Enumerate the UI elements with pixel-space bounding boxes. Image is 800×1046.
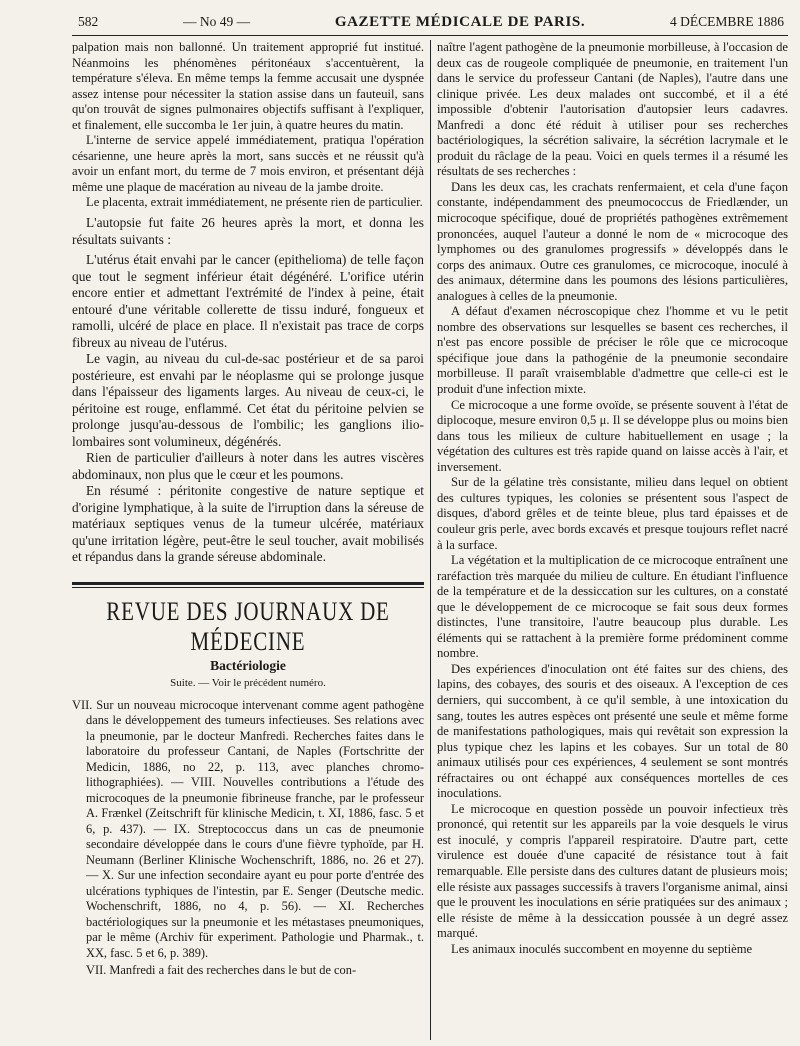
paragraph: Le vagin, au niveau du cul-de-sac postérieur et de sa paroi postérieure, est envahi par le néoplasme qui se prolonge jusque dans l'épaisseur des ligaments larges. Au niveau de ceux-ci, le péritoine est rouge, enflammé. Cet état du péritoine pelvien se prolonge jusqu'au-dessous de l'ombilic; les ganglions ilio-lombaires sont volumineux, dégénérés. bbox=[72, 351, 424, 449]
page-header bbox=[72, 10, 788, 36]
paragraph: Rien de particulier d'ailleurs à noter dans les autres viscères abdominaux, non plus que le cœur et les poumons. bbox=[72, 450, 424, 482]
paragraph: Sur de la gélatine très consistante, milieu dans lequel on obtient des cultures typiques, les colonies se présentent sous l'aspect de disques, d'abord grêles et de teinte bleue, plus tard épaisses et de couleur gris perle, avec bords excavés et presque toujours reflet nacré à la surface. bbox=[437, 475, 788, 552]
subsection-title: Bactériologie bbox=[210, 657, 286, 673]
paragraph: Le placenta, extrait immédiatement, ne présente rien de particulier. bbox=[86, 195, 423, 210]
paragraph: Les animaux inoculés succombent en moyenne du septième bbox=[451, 941, 753, 956]
right-column bbox=[430, 40, 788, 1040]
paragraph: Le microcoque en question possède un pouvoir infectieux très prononcé, qui retentit sur les appareils par la voie desquels le virus est inoculé, y compris l'appareil respiratoire. D'autre part, cette virulence est douée d'une capacité de résistance tout à fait remarquable. Elle persiste dans des cultures datant de plusieurs mois; elle résiste aux passages successifs à travers l'organisme animal, ainsi que le prouvent les inoculations en série pratiquées sur des animaux ; elle résiste de même à la dessiccation poussée à un degré assez marqué. bbox=[437, 801, 788, 941]
paragraph: A défaut d'examen nécroscopique chez l'homme et vu le petit nombre des observations sur lesquelles se basent ces recherches, il n'est pas encore possible de préciser le rôle que ce microcoque spécifique joue dans la pathogénie de la pneumonie secondaire morbilleuse. Il paraît vraisemblable d'admettre que celle-ci est le produit d'une infection mixte. bbox=[437, 304, 788, 397]
left-column bbox=[72, 40, 430, 1040]
paragraph: VII. Manfredi a fait des recherches dans le but de con- bbox=[86, 963, 357, 978]
paragraph: palpation mais non ballonné. Un traitement approprié fut institué. Néanmoins les phénomènes péritonéaux s'accentuèrent, la température s'éleva. En même temps la femme accusait une dyspnée assez intense pour nécessiter la station assise dans un fauteuil, sans qu'on trouvât de signes pulmonaires objectifs suffisant à l'expliquer, et finalement, elle succomba le 1er juin, à quatre heures du matin. bbox=[72, 40, 424, 132]
two-column-body bbox=[72, 40, 788, 1040]
section-title: REVUE DES JOURNAUX DE MÉDECINE bbox=[106, 595, 390, 656]
paragraph: L'interne de service appelé immédiatement, pratiqua l'opération césarienne, une heure après la mort, sans succès et ne réussit qu'à avoir un enfant mort, du terme de 7 mois environ, et présentant déjà même une plaque de macération au niveau de la jambe droite. bbox=[72, 133, 424, 194]
paragraph: L'autopsie fut faite 26 heures après la mort, et donna les résultats suivants : bbox=[72, 215, 424, 247]
reference-list: VII. Sur un nouveau microcoque intervenant comme agent pathogène dans le développement des tumeurs infectieuses. Ses relations avec la pneumonie, par le docteur Manfredi. Recherches faites dans le laboratoire du professeur Cantani, de Naples (Fortschritte der Medicin, 1886, no 22, p. 113, avec planches chromo-lithographiées). — VIII. Nouvelles contributions a l'étude des microcoques de la pneumonie fibrineuse franche, par le professeur A. Frænkel (Zeitschrift für klinische Medicin, t. XI, 1886, fasc. 5 et 6, p. 437). — IX. Streptococcus dans un cas de pneumonie secondaire développée dans le cours d'une fièvre typhoïde, par H. Neumann (Berliner Klinische Wochenschrift, 1886, no. 26 et 27). — X. Sur une infection secondaire ayant eu pour porte d'entrée des ulcérations typhiques de l'intestin, par E. Senger (Deutsche medic. Wochenschrift, 1886, no 4, p. 56). — XI. Recherches bactériologiques sur la pneumonie et les métastases pneumoniques, par le même (Archiv für experiment. Pathologie und Pharmak., t. XX, fasc. 5 et 6, p. 389). bbox=[72, 697, 424, 960]
paragraph: L'utérus était envahi par le cancer (epithelioma) de telle façon que tout le segment inférieur était dégénéré. L'orifice utérin encore entier et admettant l'extrémité de l'index à peine, était entouré d'une véritable collerette de tissu induré, fongueux et ramolli, ulcéré de place en place. Il n'existait pas trace de corps fibreux au niveau de l'utérus. bbox=[72, 252, 424, 350]
paragraph: Ce microcoque a une forme ovoïde, se présente souvent à l'état de diplocoque, mesure environ 0,5 μ. Il se développe plus ou moins bien dans tous les milieux de culture habituellement en usage ; la végétation des cultures est très rapide quand on laisse accès à l'air, et inversement. bbox=[437, 397, 788, 474]
journal-title: GAZETTE MÉDICALE DE PARIS. bbox=[334, 14, 586, 30]
continuation-note: Suite. — Voir le précédent numéro. bbox=[170, 677, 326, 690]
paragraph: Dans les deux cas, les crachats renfermaient, et cela d'une façon constante, indépendamment des pneumococcus de Friedlænder, un microcoque spécifique, doué de propriétés pathogènes extrêmement prononcées, auquel l'auteur a donné le nom de « microcoque des lymphomes ou des granulomes progressifs » développés dans le corps des animaux. Outre ces granulomes, ce microcoque, inoculé à des animaux, détermine dans les poumons des lésions particulières, analogues à celles de la pneumonie. bbox=[437, 179, 788, 303]
paragraph: En résumé : péritonite congestive de nature septique et d'origine lymphatique, à la suite de l'irruption dans la séreuse de matériaux septiques venus de la tumeur ulcérée, matériaux qu'une irritation légère, peut-être le seul toucher, avait mobilisés et répandus dans la grande séreuse abdominale. bbox=[72, 483, 424, 565]
section-divider bbox=[72, 582, 424, 588]
paragraph: La végétation et la multiplication de ce microcoque entraînent une raréfaction très marquée du milieu de culture. En étudiant l'influence de la température et de la dessiccation sur les cultures, on a constaté que le développement de ce microcoque se fait sous deux formes distinctes, l'une transitoire, l'autre beaucoup plus durable. Les éléments qui se rattachent à la première forme prédominent comme nombre. bbox=[437, 553, 788, 661]
issue-number: — No 49 — bbox=[182, 14, 251, 29]
issue-date: 4 DÉCEMBRE 1886 bbox=[669, 14, 784, 29]
paragraph: naître l'agent pathogène de la pneumonie morbilleuse, à l'occasion de deux cas de rougeole compliquée de pneumonie, en traitement l'un dans le service du professeur Cantani (de Naples), l'autre dans une clinique privée. Les deux malades ont succombé, et il a été impossible d'obtenir l'autorisation d'autopsier leurs cadavres. Manfredi a donc été réduit à utiliser pour ses recherches bactériologiques, la sécrétion salivaire, la sécrétion lacrymale et le produit du râclage de la peau. Voici en quels termes il a résumé les résultats de ses recherches : bbox=[437, 40, 788, 179]
paragraph: Des expériences d'inoculation ont été faites sur des chiens, des lapins, des cobayes, des souris et des oiseaux. A l'exception de ces derniers, qui succombent, à ce qu'il semble, à une intoxication du sang, toutes les autres espèces ont présenté une seule et même forme de manifestations pathologiques, mais qui revêtait son expression la plus typique chez les lapins et les cobayes. Sur un total de 80 animaux utilisés pour ces expériences, 4 seulement se sont montrés réfractaires ou ont échappé aux conséquences mortelles de ces inoculations. bbox=[437, 661, 788, 801]
page-number: 582 bbox=[78, 14, 99, 29]
